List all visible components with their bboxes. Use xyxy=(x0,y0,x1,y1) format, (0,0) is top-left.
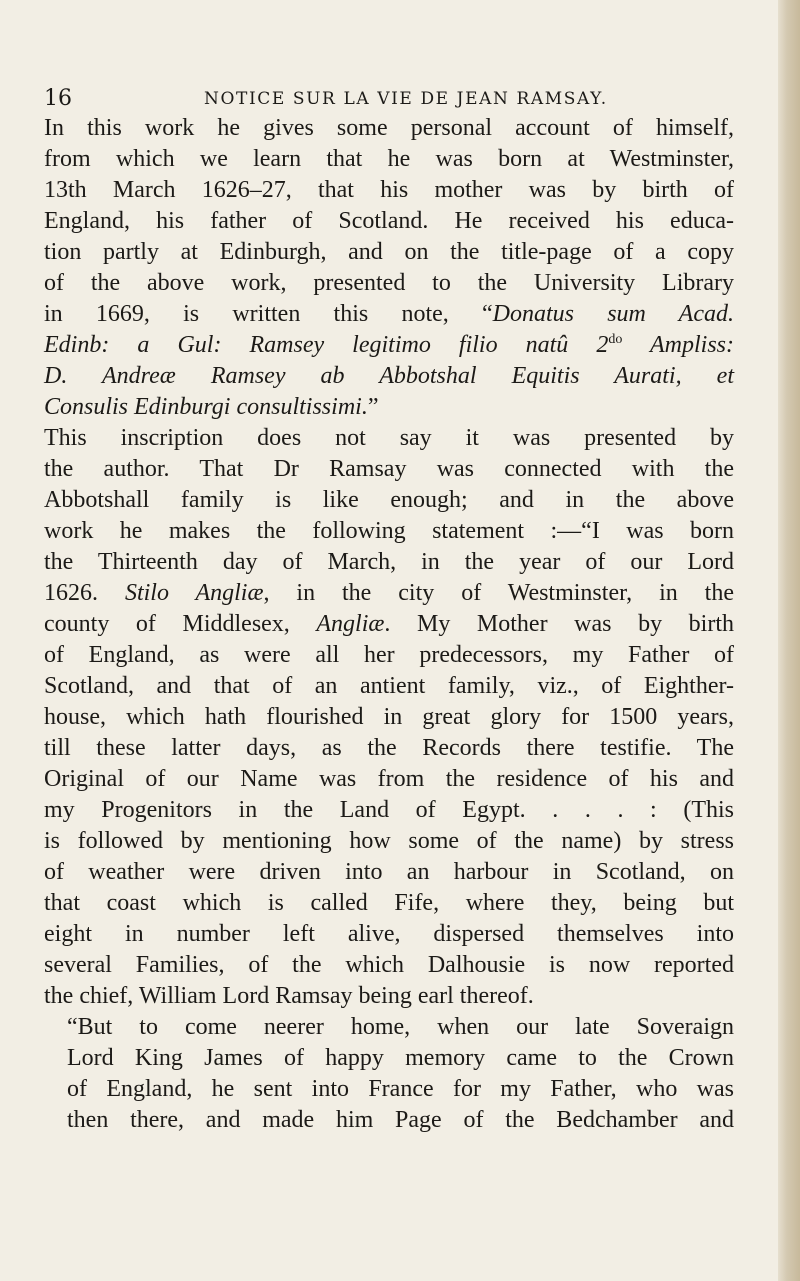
text-line: is followed by mentioning how some of the name) by stress xyxy=(44,828,734,854)
text-line: of weather were driven into an harbour in Scotland, on xyxy=(44,859,734,885)
text-line: eight in number left alive, dispersed themselves into xyxy=(44,921,734,947)
text-line: that coast which is called Fife, where they, being but xyxy=(44,890,734,916)
text-run: 1626. xyxy=(44,580,125,606)
text-line: till these latter days, as the Records there testifie. The xyxy=(44,735,734,761)
text-line: Scotland, and that of an antient family, viz., of Eighther- xyxy=(44,673,734,699)
text-line: “But to come neerer home, when our late Soveraign xyxy=(67,1014,734,1040)
page-header xyxy=(44,86,734,116)
text-line: from which we learn that he was born at Westminster, xyxy=(44,146,734,172)
text-line: Abbotshall family is like enough; and in the above xyxy=(44,487,734,513)
text-line: work he makes the following statement :—“I was born xyxy=(44,518,734,544)
page-number: 16 xyxy=(44,86,72,111)
text-line: Lord King James of happy memory came to the Crown xyxy=(67,1045,734,1071)
text-line xyxy=(44,609,734,640)
text-line: 13th March 1626–27, that his mother was by birth of xyxy=(44,177,734,203)
text-run: county of Middlesex, xyxy=(44,611,317,637)
latin-phrase: Angliæ xyxy=(316,611,385,637)
text-line xyxy=(44,299,734,330)
text-line: several Families, of the which Dalhousie is now reported xyxy=(44,952,734,978)
text-line xyxy=(44,578,734,609)
latin-phrase: Stilo Angliæ xyxy=(124,580,264,606)
text-line xyxy=(44,392,734,423)
superscript: do xyxy=(608,332,623,347)
text-line: In this work he gives some personal account of himself, xyxy=(44,115,734,141)
text-line: house, which hath flourished in great glory for 1500 years, xyxy=(44,704,734,730)
text-line: Original of our Name was from the residence of his and xyxy=(44,766,734,792)
text-line: the chief, William Lord Ramsay being earl thereof. xyxy=(44,983,534,1009)
text-line: the Thirteenth day of March, in the year of our Lord xyxy=(44,549,734,575)
text-line: the author. That Dr Ramsay was connected with the xyxy=(44,456,734,482)
text-line: of England, he sent into France for my Father, who was xyxy=(67,1076,734,1102)
text-run: in 1669, is written this note, “ xyxy=(44,301,493,327)
text-run: . My Mother was by birth xyxy=(384,611,734,637)
body-text xyxy=(44,113,734,1136)
text-line: of the above work, presented to the University Library xyxy=(44,270,734,296)
closing-quote: ” xyxy=(367,394,379,420)
latin-inscription: Donatus sum Acad. xyxy=(492,301,734,327)
latin-inscription: Consulis Edinburgi consultissimi. xyxy=(44,394,368,420)
text-line: tion partly at Edinburgh, and on the title-page of a copy xyxy=(44,239,734,265)
running-head: NOTICE SUR LA VIE DE JEAN RAMSAY. xyxy=(204,89,608,109)
latin-inscription: Edinb: a Gul: Ramsey legitimo filio natû 2 xyxy=(44,332,609,358)
text-line xyxy=(44,361,734,392)
text-line: England, his father of Scotland. He received his educa- xyxy=(44,208,734,234)
text-line: my Progenitors in the Land of Egypt. . . . : (This xyxy=(44,797,734,823)
latin-inscription: D. Andreæ Ramsey ab Abbotshal Equitis Aurati, et xyxy=(44,363,734,389)
latin-inscription: Ampliss: xyxy=(622,332,734,358)
text-line: This inscription does not say it was presented by xyxy=(44,425,734,451)
text-line xyxy=(44,330,734,361)
text-run: , in the city of Westminster, in the xyxy=(263,580,734,606)
paragraph-2 xyxy=(44,1012,734,1136)
text-line: of England, as were all her predecessors, my Father of xyxy=(44,642,734,668)
paragraph-1 xyxy=(44,113,734,1012)
text-line: then there, and made him Page of the Bedchamber and xyxy=(67,1107,734,1133)
page-edge-shadow xyxy=(778,0,800,1281)
